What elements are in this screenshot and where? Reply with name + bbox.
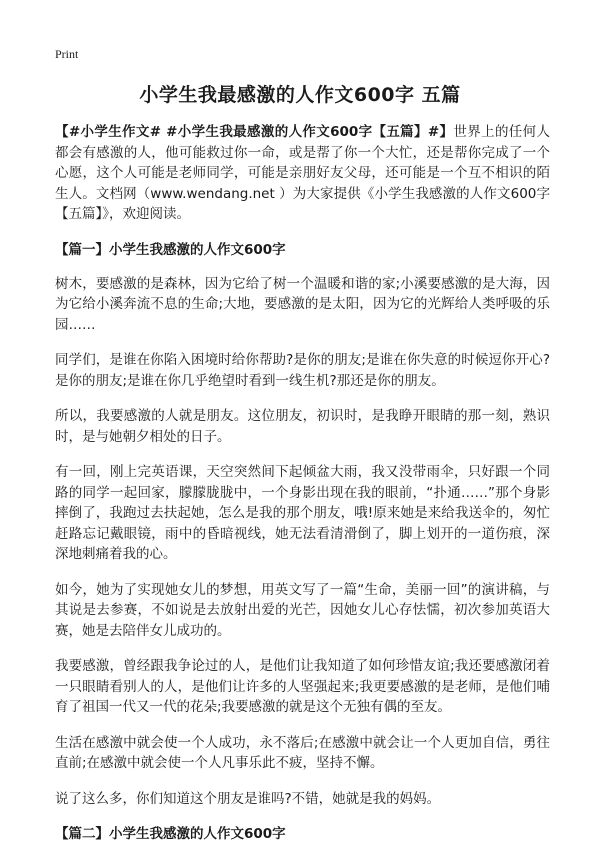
paragraph: 所以，我要感激的人就是朋友。这位朋友，初识时，是我睁开眼睛的那一刻，熟识时，是与她朝夕相处的日子。 [55,408,550,445]
paragraph: 有一回，刚上完英语课，天空突然间下起倾盆大雨，我又没带雨伞，只好跟一个同路的同学一起回家，朦朦胧胧中，一个身影出现在我的眼前，“扑通……”那个身影摔倒了，我跑过去扶起她，怎么是我的那个朋友，哦!原来她是来给我送伞的，匆忙赶路忘记戴眼镜，雨中的昏暗视线，她无法看清滑倒了，脚上划开的一道伤痕，深深地刺痛着我的心。 [55,464,550,562]
paragraph: 我要感激，曾经跟我争论过的人，是他们让我知道了如何珍惜友谊;我还要感激闭着一只眼睛看别人的人，是他们让许多的人坚强起来;我更要感激的是老师，是他们哺育了祖国一代又一代的花朵;我要感激的就是这个无独有偶的至友。 [55,658,550,715]
document-body [55,122,550,858]
intro-paragraph [55,122,550,225]
paragraph: 说了这么多，你们知道这个朋友是谁吗?不错，她就是我的妈妈。 [55,790,441,807]
paragraph: 生活在感激中就会使一个人成功，永不落后;在感激中就会让一个人更加自信，勇往直前;在感激中就会使一个人凡事乐此不疲，坚持不懈。 [55,734,550,771]
section-heading-1: 【篇一】小学生我感激的人作文600字 [55,241,286,258]
print-label: Print [55,47,79,61]
intro-tag: 【#小学生作文# #小学生我最感激的人作文600字【五篇】#】 [55,124,454,140]
intro-text: 世界上的任何人都会有感激的人，他可能救过你一命，或是帮了你一个大忙，还是帮你完成了一个心愿，这个人可能是老师同学，可能是亲朋好友父母，还可能是一个互不相识的陌生人。文档网（www.wendang.net ）为大家提供《小学生我感激的人作文600字【五篇】》，欢迎阅读。 [55,124,550,222]
paragraph: 如今，她为了实现她女儿的梦想，用英文写了一篇“生命，美丽一回”的演讲稿，与其说是去参赛，不如说是去放射出爱的光芒，因她女儿心存怯懦，初次参加英语大赛，她是去陪伴女儿成功的。 [55,581,550,639]
section-heading-2: 【篇二】小学生我感激的人作文600字 [55,826,286,842]
document-title: 小学生我最感激的人作文600字 五篇 [139,84,461,106]
paragraph: 树木，要感激的是森林，因为它给了树一个温暖和谐的家;小溪要感激的是大海，因为它给小溪奔流不息的生命;大地，要感激的是太阳，因为它的光辉给人类呼吸的乐园…… [55,275,550,333]
paragraph: 同学们，是谁在你陷入困境时给你帮助?是你的朋友;是谁在你失意的时候逗你开心?是你的朋友;是谁在你几乎绝望时看到一线生机?那还是你的朋友。 [55,352,550,389]
